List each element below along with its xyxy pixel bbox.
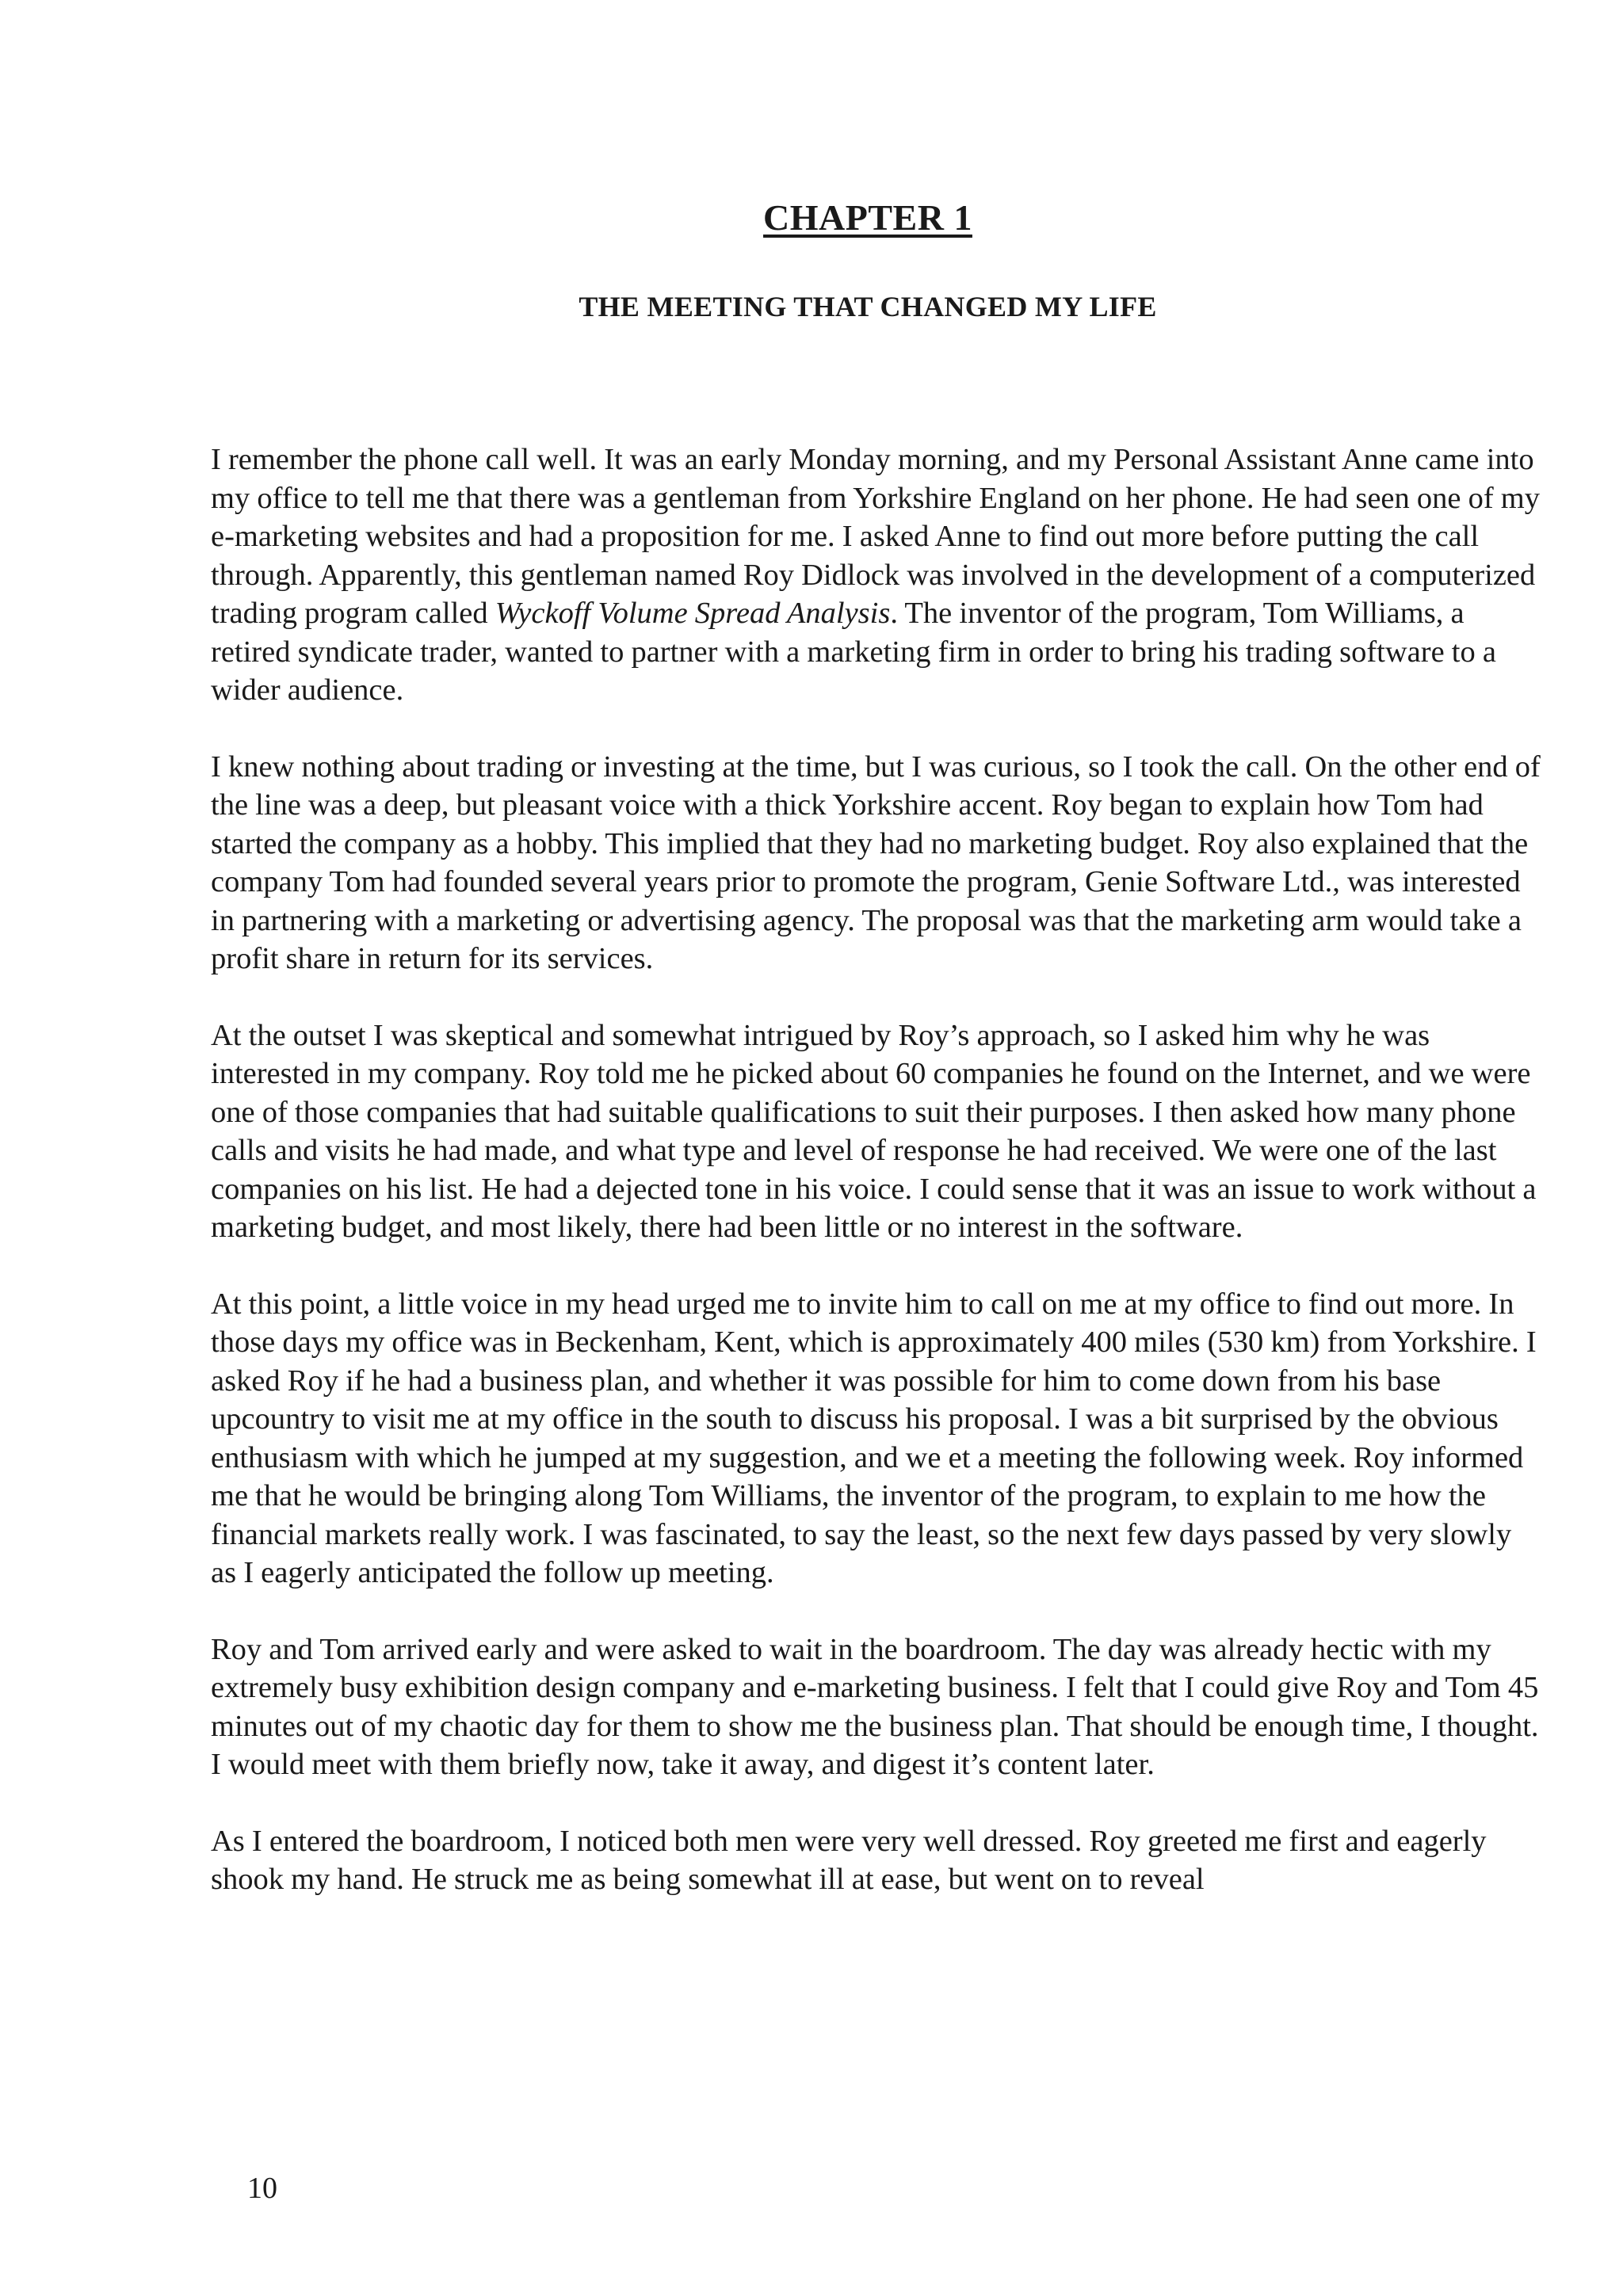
program-name-italic: Wyckoff Volume Spread Analysis xyxy=(495,597,891,630)
paragraph-3: At the outset I was skeptical and somewhat intrigued by Roy’s approach, so I asked him why he was interested in my company. Roy told me he picked about 60 companies he found on the Internet, and we were one of those companies that had suitable qualifications to suit their purposes. I then asked how many phone calls and visits he had made, and what type and level of response he had received. We were one of the last companies on his list. He had a dejected tone in his voice. I could sense that it was an issue to work without a marketing budget, and most likely, there had been little or no interest in the software. xyxy=(211,1018,1537,1244)
page-number: 10 xyxy=(247,2172,277,2205)
chapter-title: CHAPTER 1 xyxy=(763,197,972,238)
chapter-subtitle: THE MEETING THAT CHANGED MY LIFE xyxy=(579,291,1157,322)
paragraph-1-text-start: I remember the phone call well. It was an early Monday morning, and my Personal Assistant Anne came into my office to tell me that there was a gentleman from Yorkshire England on her phone. He had seen one of my e-marketing websites and had a proposition for me. I asked Anne to find out more before putting the call through. Apparently, this gentleman named Roy Didlock was involved in the development of a computerized trading program called xyxy=(211,443,1540,630)
body-text xyxy=(211,441,1542,1937)
paragraph-4: At this point, a little voice in my head urged me to invite him to call on me at my office to find out more. In those days my office was in Beckenham, Kent, which is approximately 400 miles (530 km) from Yorkshire. I asked Roy if he had a business plan, and whether it was possible for him to come down from his base upcountry to visit me at my office in the south to discuss his proposal. I was a bit surprised by the obvious enthusiasm with which he jumped at my suggestion, and we et a meeting the following week. Roy informed me that he would be bringing along Tom Williams, the inventor of the program, to explain to me how the financial markets really work. I was fascinated, to say the least, so the next few days passed by very slowly as I eagerly anticipated the follow up meeting. xyxy=(211,1287,1537,1589)
paragraph-5: Roy and Tom arrived early and were asked to wait in the boardroom. The day was already hectic with my extremely busy exhibition design company and e-marketing business. I felt that I could give Roy and Tom 45 minutes out of my chaotic day for them to show me the business plan. That should be enough time, I thought. I would meet with them briefly now, take it away, and digest it’s content later. xyxy=(211,1632,1539,1781)
paragraph-1-text-end: . The inventor of the program, Tom Williams, a retired syndicate trader, wanted to partner with a marketing firm in order to bring his trading software to a wider audience. xyxy=(211,597,1496,707)
paragraph-2: I knew nothing about trading or investing at the time, but I was curious, so I took the call. On the other end of the line was a deep, but pleasant voice with a thick Yorkshire accent. Roy began to explain how Tom had started the company as a hobby. This implied that they had no marketing budget. Roy also explained that the company Tom had founded several years prior to promote the program, Genie Software Ltd., was interested in partnering with a marketing or advertising agency. The proposal was that the marketing arm would take a profit share in return for its services. xyxy=(211,749,1541,975)
paragraph-6: As I entered the boardroom, I noticed both men were very well dressed. Roy greeted me first and eagerly shook my hand. He struck me as being somewhat ill at ease, but went on to reveal xyxy=(211,1824,1487,1896)
paragraph-1 xyxy=(211,441,1542,710)
